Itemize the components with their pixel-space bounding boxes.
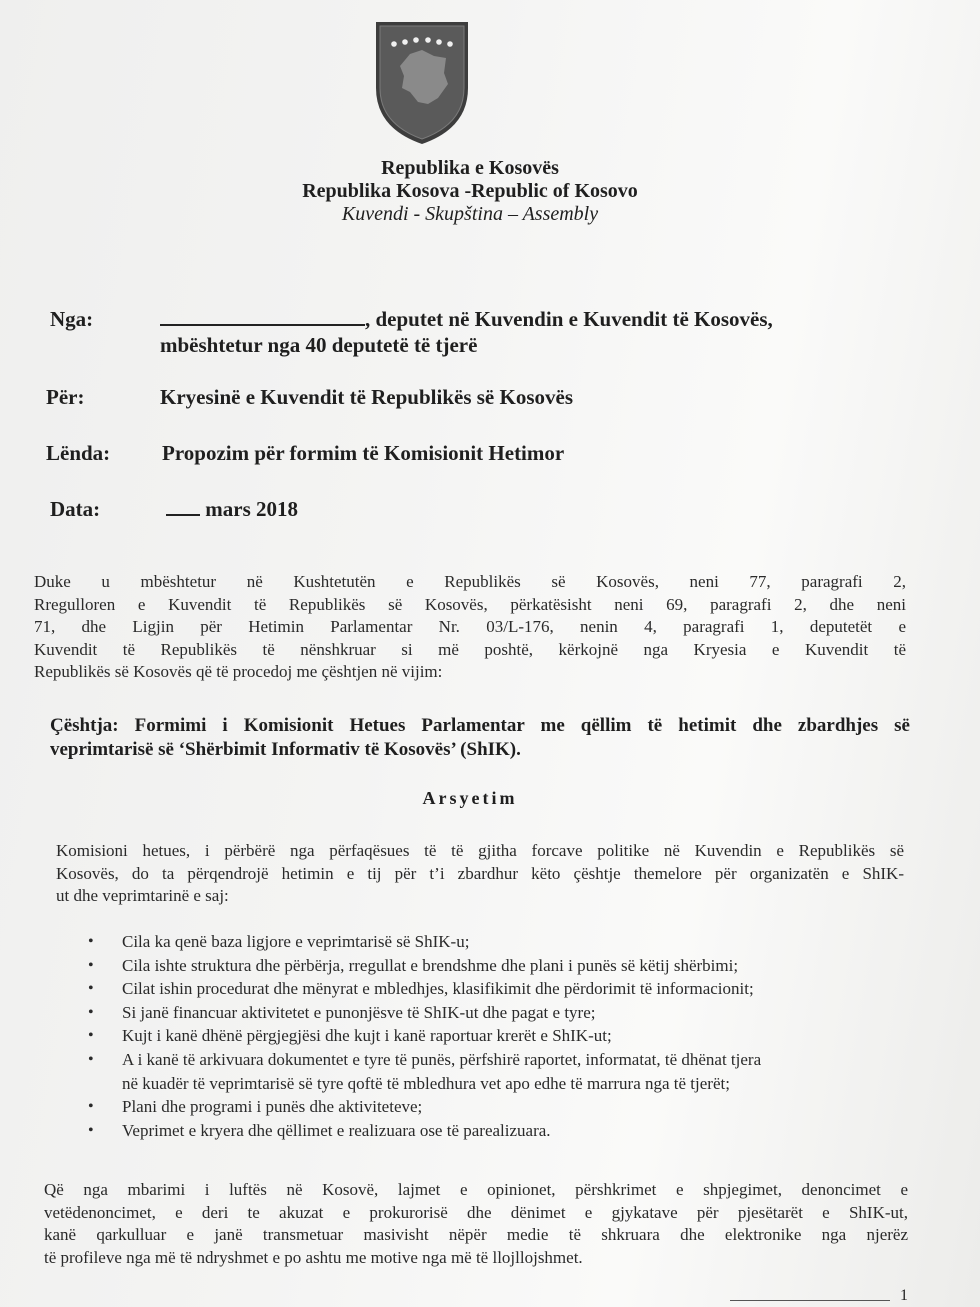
list-item: [88, 1001, 908, 1025]
date-month: mars 2018: [205, 497, 298, 521]
issue-line: veprimtarisë së ‘Shërbimit Informativ të Kosovës’ (ShIK).: [50, 739, 521, 760]
list-item-text: Veprimet e kryera dhe qëllimet e realizuara ose të parealizuara.: [122, 1120, 551, 1140]
subject-label: Lënda:: [46, 441, 111, 465]
list-item-text: A i kanë të arkivuara dokumentet e tyre të punës, përfshirë raportet, informatat, të dhënat tjera: [122, 1049, 762, 1069]
closing-line: vetëdenoncimet, e deri te akuzat e prokurorisë dhe dënimet e gjykatave për pjesëtarët e ShIK-ut,: [44, 1202, 908, 1222]
bullet-icon: •: [88, 1003, 94, 1021]
bullet-icon: •: [88, 1121, 94, 1139]
footer-divider: [730, 1300, 890, 1301]
bullet-icon: •: [88, 956, 94, 974]
header-line-3: Kuvendi - Skupština – Assembly: [341, 203, 599, 225]
date-label: Data:: [50, 497, 101, 521]
reasoning-paragraph: [56, 840, 904, 908]
intro-line: 71, dhe Ligjin për Hetimin Parlamentar Nr. 03/L-176, nenin 4, paragrafi 1, deputetët e: [34, 617, 906, 637]
to-value: Kryesinë e Kuvendit të Republikës së Kosovës: [160, 385, 573, 409]
reasoning-line: Komisioni hetues, i përbërë nga përfaqësues të të gjitha forcave politike në Kuvendin e Republikës së: [56, 841, 904, 860]
intro-paragraph: [34, 571, 906, 684]
intro-line: Kuvendit të Republikës të nënshkruar si më poshtë, kërkojnë nga Kryesia e Kuvendit të: [34, 639, 906, 659]
closing-paragraph: [44, 1179, 908, 1269]
list-item: [88, 977, 908, 1001]
header-line-1: Republika e Kosovës: [381, 157, 559, 179]
list-item: [88, 1095, 908, 1119]
intro-line: Republikës së Kosovës që të procedoj me çështjen në vijim:: [34, 662, 443, 682]
to-label: Për:: [46, 385, 85, 409]
list-item-text: Cila ishte struktura dhe përbërja, rregullat e brendshme dhe plani i punës së këtij shërbimi;: [122, 955, 739, 975]
list-item: [88, 1024, 908, 1048]
reasoning-line: ut dhe veprimtarinë e saj:: [56, 886, 229, 906]
list-item: [88, 954, 908, 978]
bullet-icon: •: [88, 1027, 94, 1045]
issue-heading: [50, 714, 910, 762]
closing-line: të profileve nga më të ndryshmet e po ashtu me motive nga më të llojllojshmet.: [44, 1247, 583, 1267]
from-value: [160, 307, 773, 332]
from-value-cont: mbështetur nga 40 deputetë të tjerë: [160, 333, 478, 357]
from-value-text: , deputet në Kuvendin e Kuvendit të Kosovës,: [365, 307, 773, 331]
list-item: [88, 1048, 908, 1095]
reasoning-bullet-list: [88, 930, 908, 1142]
day-blank: [166, 498, 200, 516]
list-item-text: Cilat ishin procedurat dhe mënyrat e mbledhjes, klasifikimit dhe përdorimit të informacionit;: [122, 979, 754, 999]
issue-line: Çështja: Formimi i Komisionit Hetues Parlamentar me qëllim të hetimit dhe zbardhjes së: [50, 715, 910, 736]
subject-value: Propozim për formim të Komisionit Hetimor: [162, 441, 565, 465]
kosovo-coat-of-arms-icon: [372, 18, 472, 146]
list-item-text: Cila ka qenë baza ligjore e veprimtarisë së ShIK-u;: [122, 932, 470, 951]
list-item-text: Kujt i kanë dhënë përgjegjësi dhe kujt i kanë raportuar krerët e ShIK-ut;: [122, 1026, 612, 1046]
intro-line: Duke u mbështetur në Kushtetutën e Republikës së Kosovës, neni 77, paragrafi 2,: [34, 572, 906, 591]
from-label: Nga:: [50, 307, 94, 331]
list-item-text: Plani dhe programi i punës dhe aktiviteteve;: [122, 1097, 423, 1117]
section-title: Arsyetim: [422, 788, 518, 808]
list-item-text: Si janë financuar aktivitetet e punonjësve të ShIK-ut dhe pagat e tyre;: [122, 1002, 596, 1022]
list-item-text-cont: në kuadër të veprimtarisë së tyre qoftë të mbledhura vet apo edhe të marrura nga të tjerët;: [122, 1073, 730, 1093]
bullet-icon: •: [88, 1098, 94, 1116]
date-value: [166, 497, 298, 522]
reasoning-line: Kosovës, do ta përqendrojë hetimin e tij për t’i zbardhur këto çështje themelore për organizatën e ShIK-: [56, 863, 904, 883]
bullet-icon: •: [88, 1050, 94, 1068]
list-item: [88, 930, 908, 954]
closing-line: Që nga mbarimi i luftës në Kosovë, lajmet e opinionet, përshkrimet e shpjegimet, denoncimet e: [44, 1180, 908, 1199]
header-line-2: Republika Kosova -Republic of Kosovo: [302, 180, 638, 202]
closing-line: kanë qarkulluar e janë transmetuar masivisht nëpër medie të shkruara dhe elektronike nga njerëz: [44, 1225, 908, 1245]
page-number: 1: [900, 1287, 908, 1304]
bullet-icon: •: [88, 980, 94, 998]
bullet-icon: •: [88, 933, 94, 950]
intro-line: Rregulloren e Kuvendit të Republikës së Kosovës, përkatësisht neni 69, paragrafi 2, dhe neni: [34, 594, 906, 614]
name-blank: [160, 308, 365, 326]
list-item: [88, 1119, 908, 1143]
